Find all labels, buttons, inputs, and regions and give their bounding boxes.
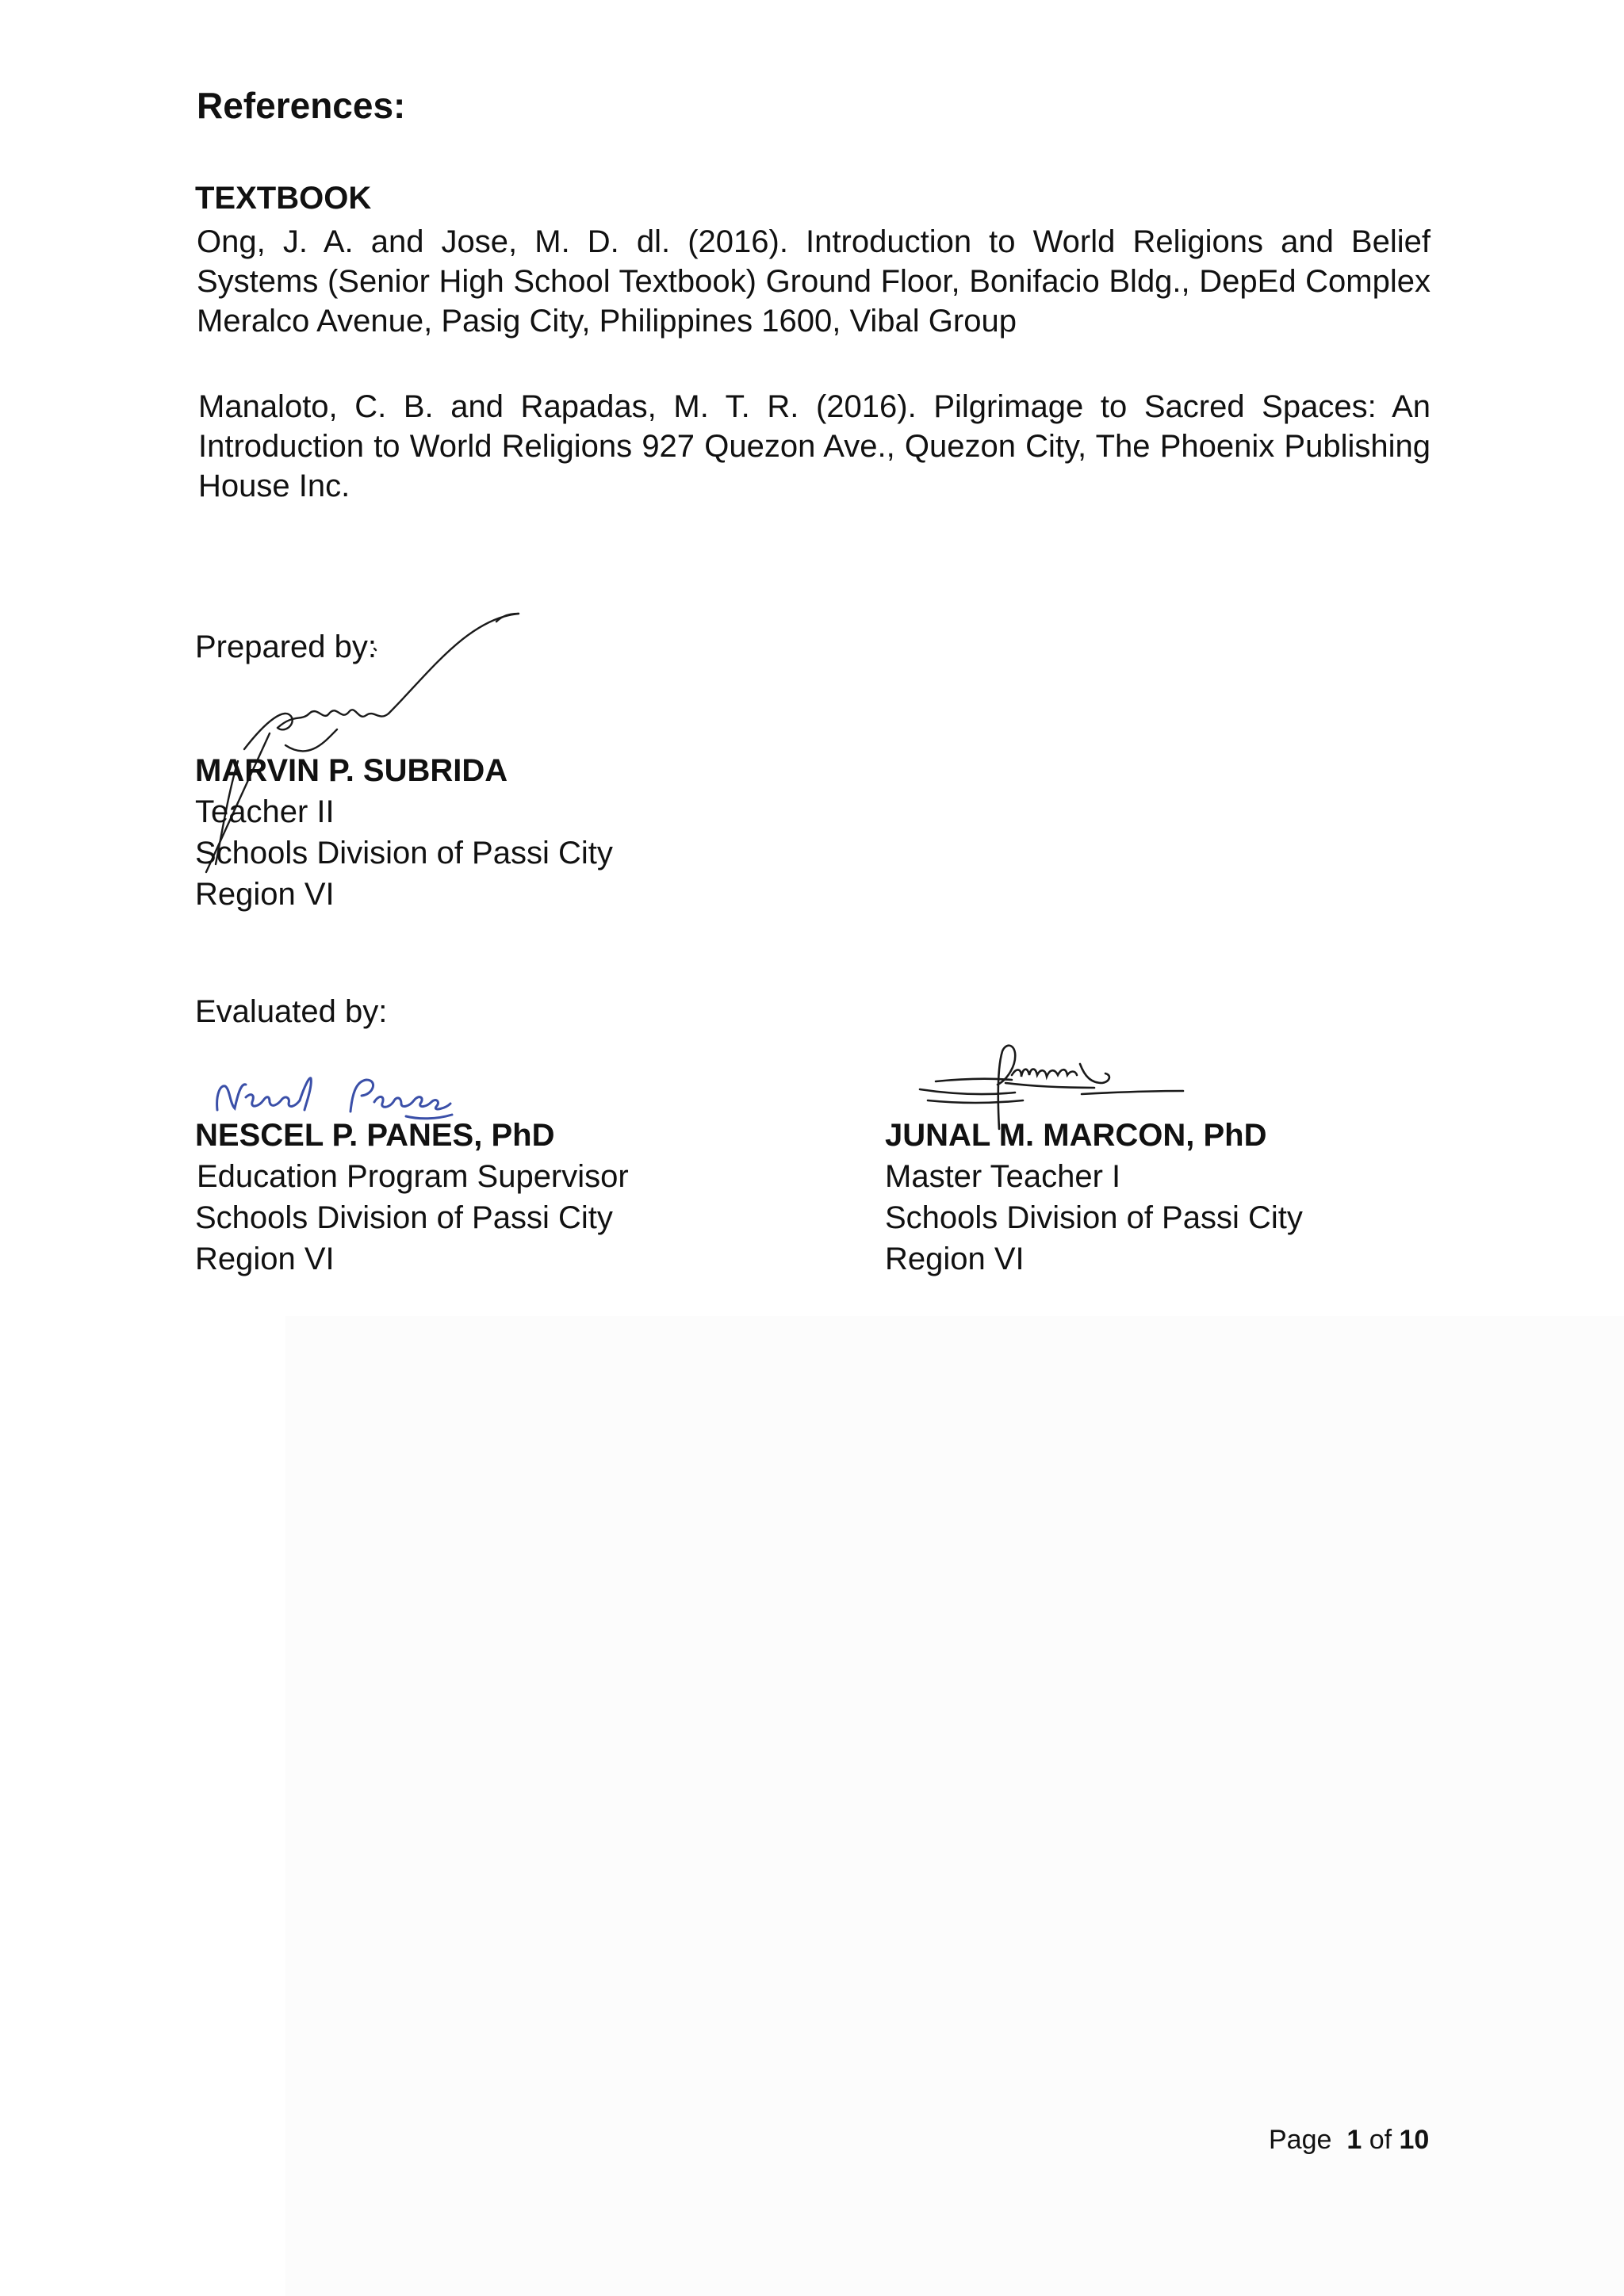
textbook-label: TEXTBOOK (195, 181, 372, 216)
evaluator-office: Schools Division of Passi City (885, 1200, 1303, 1235)
prepared-by-label: Prepared by: (195, 629, 377, 664)
reference-entry: Ong, J. A. and Jose, M. D. dl. (2016). Introduction to World Religions and Belief Systems (Senior High School Textbook) Ground Floor, Bonifacio Bldg., DepEd Complex Meralco Avenue, Pasig City, Philippines 1600, Vibal Group (197, 224, 1431, 339)
evaluated-by-label: Evaluated by: (195, 994, 388, 1029)
reference-entry: Manaloto, C. B. and Rapadas, M. T. R. (2016). Pilgrimage to Sacred Spaces: An Introduction to World Religions 927 Quezon Ave., Quezon City, The Phoenix Publishing House Inc. (198, 389, 1431, 503)
preparer-region: Region VI (195, 877, 335, 912)
preparer-office: Schools Division of Passi City (195, 836, 613, 871)
preparer-name: MARVIN P. SUBRIDA (195, 753, 508, 788)
evaluator-block-1 (195, 1115, 629, 1280)
page-total: 10 (1399, 2125, 1430, 2155)
page-current: 1 (1346, 2125, 1362, 2155)
preparer-block (195, 750, 613, 915)
evaluator-block-2 (885, 1115, 1303, 1280)
evaluator-title: Master Teacher I (885, 1159, 1121, 1194)
page-word: Page (1269, 2125, 1332, 2155)
evaluator-region: Region VI (885, 1242, 1025, 1276)
references-heading: References: (197, 85, 406, 126)
of-word: of (1369, 2125, 1392, 2155)
preparer-title: Teacher II (195, 794, 335, 829)
evaluator-region: Region VI (195, 1242, 335, 1276)
evaluator-office: Schools Division of Passi City (195, 1200, 613, 1235)
evaluator-title: Education Program Supervisor (197, 1159, 629, 1194)
page-number (1269, 2125, 1429, 2156)
evaluator-name: NESCEL P. PANES, PhD (195, 1118, 555, 1153)
evaluator-name: JUNAL M. MARCON, PhD (885, 1118, 1267, 1153)
